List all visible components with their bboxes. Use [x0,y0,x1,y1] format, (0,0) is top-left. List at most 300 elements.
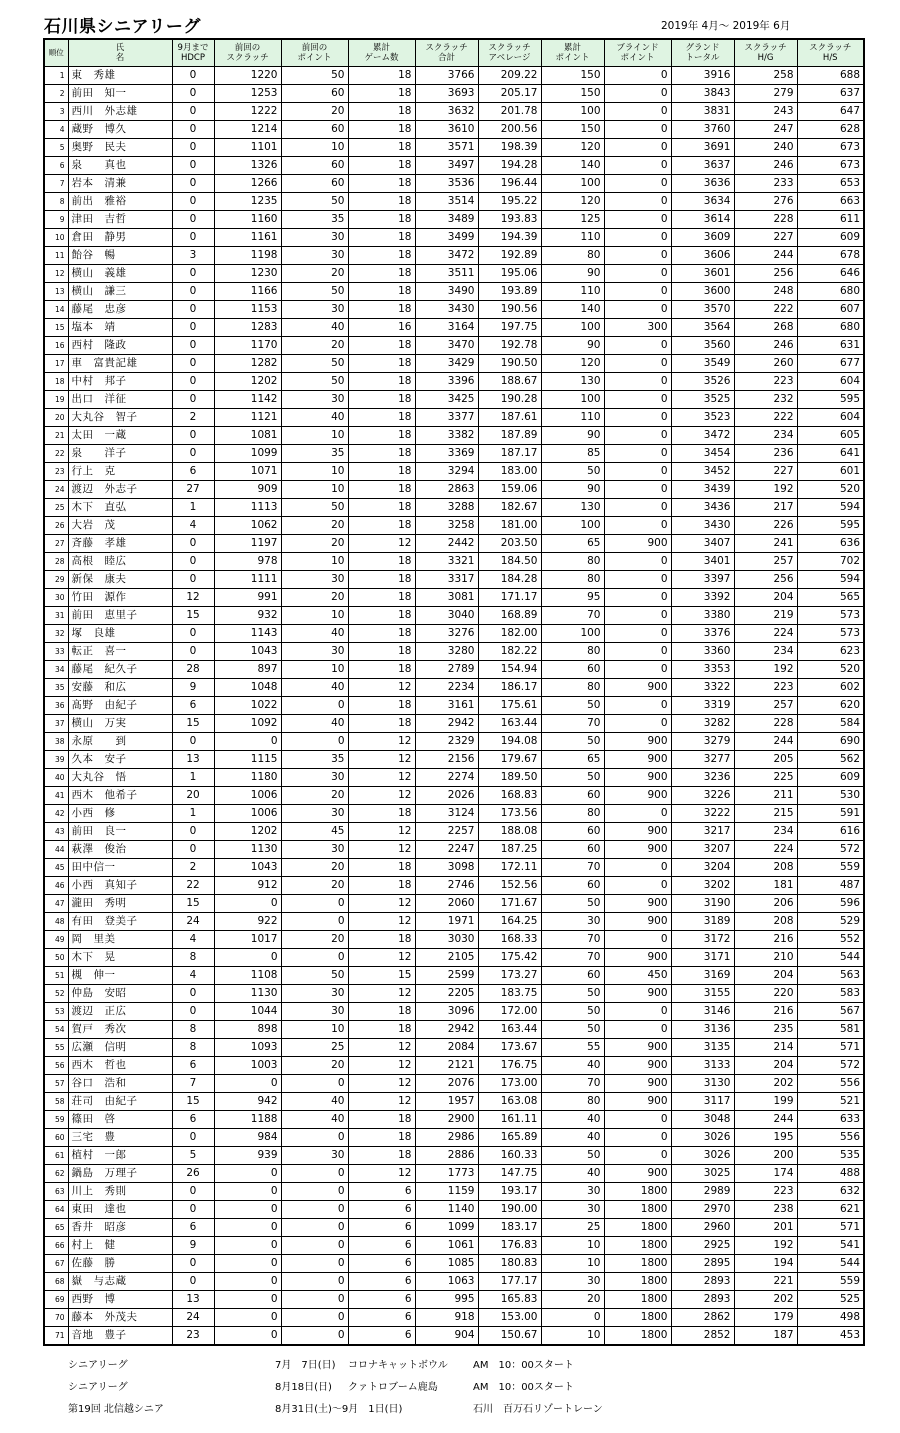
value-cell: 176.83 [478,1237,541,1255]
rank-cell: 46 [44,877,68,895]
value-cell: 620 [797,697,864,715]
value-cell: 2329 [415,733,478,751]
value-cell: 241 [734,535,797,553]
value-cell: 3549 [671,355,734,373]
value-cell: 1800 [604,1273,671,1291]
value-cell: 18 [348,859,415,877]
value-cell: 6 [172,1111,214,1129]
value-cell: 40 [281,319,348,337]
table-row [44,229,864,247]
value-cell: 187.61 [478,409,541,427]
value-cell: 12 [348,1039,415,1057]
value-cell: 673 [797,139,864,157]
value-cell: 2 [172,409,214,427]
value-cell: 601 [797,463,864,481]
value-cell: 0 [172,283,214,301]
value-cell: 678 [797,247,864,265]
value-cell: 190.00 [478,1201,541,1219]
value-cell: 0 [604,85,671,103]
value-cell: 202 [734,1291,797,1309]
table-body [44,67,864,1346]
value-cell: 1006 [214,787,281,805]
value-cell: 10 [281,607,348,625]
value-cell: 520 [797,481,864,499]
rank-cell: 27 [44,535,68,553]
rank-cell: 68 [44,1273,68,1291]
value-cell: 1773 [415,1165,478,1183]
value-cell: 181.00 [478,517,541,535]
value-cell: 3081 [415,589,478,607]
value-cell: 187.25 [478,841,541,859]
value-cell: 18 [348,1147,415,1165]
value-cell: 1099 [415,1219,478,1237]
value-cell: 50 [281,499,348,517]
value-cell: 0 [604,103,671,121]
value-cell: 0 [214,1201,281,1219]
value-cell: 20 [541,1291,604,1309]
value-cell: 70 [541,607,604,625]
value-cell: 900 [604,949,671,967]
value-cell: 30 [281,247,348,265]
value-cell: 18 [348,121,415,139]
value-cell: 3236 [671,769,734,787]
value-cell: 201.78 [478,103,541,121]
value-cell: 0 [604,1003,671,1021]
value-cell: 205.17 [478,85,541,103]
value-cell: 268 [734,319,797,337]
value-cell: 0 [172,733,214,751]
table-row [44,931,864,949]
table-row [44,841,864,859]
value-cell: 50 [281,967,348,985]
value-cell: 276 [734,193,797,211]
value-cell: 942 [214,1093,281,1111]
value-cell: 200 [734,1147,797,1165]
value-cell: 900 [604,913,671,931]
value-cell: 0 [172,445,214,463]
value-cell: 1220 [214,67,281,85]
value-cell: 0 [172,319,214,337]
value-cell: 900 [604,1093,671,1111]
value-cell: 171.17 [478,589,541,607]
value-cell: 183.17 [478,1219,541,1237]
value-cell: 1071 [214,463,281,481]
value-cell: 18 [348,877,415,895]
value-cell: 604 [797,409,864,427]
value-cell: 24 [172,1309,214,1327]
value-cell: 3514 [415,193,478,211]
value-cell: 6 [348,1183,415,1201]
value-cell: 60 [281,157,348,175]
value-cell: 208 [734,859,797,877]
value-cell: 12 [348,1075,415,1093]
value-cell: 3098 [415,859,478,877]
value-cell: 3161 [415,697,478,715]
value-cell: 140 [541,157,604,175]
table-row [44,679,864,697]
value-cell: 1003 [214,1057,281,1075]
value-cell: 15 [172,1093,214,1111]
column-header: 順位 [44,39,68,67]
value-cell: 3353 [671,661,734,679]
value-cell: 0 [172,823,214,841]
value-cell: 40 [281,409,348,427]
value-cell: 7 [172,1075,214,1093]
value-cell: 12 [348,751,415,769]
value-cell: 3130 [671,1075,734,1093]
value-cell: 10 [281,481,348,499]
value-cell: 562 [797,751,864,769]
value-cell: 0 [172,1003,214,1021]
value-cell: 182.67 [478,499,541,517]
value-cell: 0 [604,229,671,247]
table-row [44,1093,864,1111]
value-cell: 35 [281,211,348,229]
value-cell: 3397 [671,571,734,589]
value-cell: 240 [734,139,797,157]
value-cell: 224 [734,625,797,643]
value-cell: 256 [734,571,797,589]
value-cell: 23 [172,1327,214,1346]
value-cell: 197.75 [478,319,541,337]
value-cell: 0 [281,1165,348,1183]
value-cell: 3026 [671,1129,734,1147]
value-cell: 609 [797,229,864,247]
value-cell: 611 [797,211,864,229]
column-header: 氏 名 [68,39,172,67]
value-cell: 487 [797,877,864,895]
value-cell: 161.11 [478,1111,541,1129]
value-cell: 1081 [214,427,281,445]
value-cell: 8 [172,1021,214,1039]
table-row [44,319,864,337]
table-row [44,301,864,319]
value-cell: 932 [214,607,281,625]
rank-cell: 6 [44,157,68,175]
value-cell: 0 [604,1021,671,1039]
value-cell: 30 [281,229,348,247]
value-cell: 3279 [671,733,734,751]
name-cell: 奥野 民夫 [68,139,172,157]
value-cell: 0 [604,409,671,427]
value-cell: 60 [541,787,604,805]
value-cell: 168.33 [478,931,541,949]
value-cell: 900 [604,985,671,1003]
name-cell: 泉 洋子 [68,445,172,463]
table-row [44,769,864,787]
value-cell: 183.00 [478,463,541,481]
value-cell: 3030 [415,931,478,949]
value-cell: 3226 [671,787,734,805]
page-title: 石川県シニアリーグ [44,17,201,37]
value-cell: 163.44 [478,1021,541,1039]
value-cell: 12 [348,949,415,967]
value-cell: 0 [172,265,214,283]
rank-cell: 45 [44,859,68,877]
value-cell: 201 [734,1219,797,1237]
table-row [44,67,864,85]
table-row [44,553,864,571]
name-cell: 西木 他希子 [68,787,172,805]
value-cell: 30 [281,985,348,1003]
value-cell: 2852 [671,1327,734,1346]
value-cell: 0 [172,643,214,661]
value-cell: 1062 [214,517,281,535]
value-cell: 0 [172,175,214,193]
value-cell: 18 [348,409,415,427]
value-cell: 2986 [415,1129,478,1147]
value-cell: 18 [348,301,415,319]
column-header: 累計 ゲーム数 [348,39,415,67]
value-cell: 20 [281,103,348,121]
value-cell: 3490 [415,283,478,301]
value-cell: 1140 [415,1201,478,1219]
value-cell: 646 [797,265,864,283]
value-cell: 226 [734,517,797,535]
table-row [44,481,864,499]
value-cell: 559 [797,1273,864,1291]
rank-cell: 39 [44,751,68,769]
value-cell: 222 [734,409,797,427]
value-cell: 2960 [671,1219,734,1237]
rank-cell: 9 [44,211,68,229]
name-cell: 三宅 豊 [68,1129,172,1147]
value-cell: 200.56 [478,121,541,139]
value-cell: 1 [172,805,214,823]
value-cell: 0 [604,373,671,391]
value-cell: 90 [541,481,604,499]
value-cell: 3396 [415,373,478,391]
rank-cell: 49 [44,931,68,949]
value-cell: 571 [797,1039,864,1057]
rank-cell: 64 [44,1201,68,1219]
value-cell: 602 [797,679,864,697]
value-cell: 18 [348,571,415,589]
value-cell: 3288 [415,499,478,517]
rank-cell: 13 [44,283,68,301]
value-cell: 60 [281,121,348,139]
value-cell: 1044 [214,1003,281,1021]
value-cell: 3691 [671,139,734,157]
value-cell: 206 [734,895,797,913]
value-cell: 0 [172,373,214,391]
value-cell: 0 [172,1273,214,1291]
value-cell: 211 [734,787,797,805]
table-row [44,697,864,715]
value-cell: 18 [348,517,415,535]
value-cell: 80 [541,1093,604,1111]
table-row [44,967,864,985]
table-row [44,427,864,445]
value-cell: 1111 [214,571,281,589]
value-cell: 3470 [415,337,478,355]
rank-cell: 4 [44,121,68,139]
value-cell: 186.17 [478,679,541,697]
value-cell: 0 [604,355,671,373]
name-cell: 塩本 靖 [68,319,172,337]
value-cell: 196.44 [478,175,541,193]
value-cell: 18 [348,607,415,625]
value-cell: 3610 [415,121,478,139]
value-cell: 1085 [415,1255,478,1273]
value-cell: 209.22 [478,67,541,85]
value-cell: 150 [541,67,604,85]
value-cell: 1266 [214,175,281,193]
name-cell: 安藤 和広 [68,679,172,697]
value-cell: 3124 [415,805,478,823]
name-cell: 植村 一郎 [68,1147,172,1165]
value-cell: 228 [734,211,797,229]
value-cell: 18 [348,625,415,643]
value-cell: 1 [172,499,214,517]
value-cell: 55 [541,1039,604,1057]
value-cell: 1113 [214,499,281,517]
value-cell: 10 [281,661,348,679]
value-cell: 2900 [415,1111,478,1129]
rank-cell: 28 [44,553,68,571]
value-cell: 688 [797,67,864,85]
value-cell: 30 [281,769,348,787]
name-cell: 新保 康夫 [68,571,172,589]
value-cell: 30 [541,1183,604,1201]
table-header-row [44,39,864,67]
rank-cell: 2 [44,85,68,103]
value-cell: 85 [541,445,604,463]
value-cell: 0 [604,607,671,625]
table-row [44,751,864,769]
value-cell: 10 [281,1021,348,1039]
value-cell: 559 [797,859,864,877]
value-cell: 0 [281,733,348,751]
value-cell: 3760 [671,121,734,139]
value-cell: 900 [604,535,671,553]
value-cell: 28 [172,661,214,679]
value-cell: 3164 [415,319,478,337]
value-cell: 3601 [671,265,734,283]
value-cell: 12 [348,913,415,931]
value-cell: 3322 [671,679,734,697]
value-cell: 2084 [415,1039,478,1057]
value-cell: 1093 [214,1039,281,1057]
value-cell: 0 [604,247,671,265]
value-cell: 520 [797,661,864,679]
rank-cell: 66 [44,1237,68,1255]
value-cell: 2274 [415,769,478,787]
table-row [44,121,864,139]
value-cell: 18 [348,283,415,301]
value-cell: 3096 [415,1003,478,1021]
rank-cell: 30 [44,589,68,607]
name-cell: 田中信一 [68,859,172,877]
value-cell: 18 [348,1021,415,1039]
value-cell: 223 [734,1183,797,1201]
rank-cell: 15 [44,319,68,337]
value-cell: 60 [541,967,604,985]
value-cell: 1160 [214,211,281,229]
value-cell: 235 [734,1021,797,1039]
value-cell: 257 [734,697,797,715]
rank-cell: 22 [44,445,68,463]
value-cell: 244 [734,1111,797,1129]
value-cell: 153.00 [478,1309,541,1327]
value-cell: 217 [734,499,797,517]
value-cell: 673 [797,157,864,175]
value-cell: 939 [214,1147,281,1165]
value-cell: 248 [734,283,797,301]
schedule-date: 7月 7日(日) [275,1360,336,1371]
column-header: 前回の ポイント [281,39,348,67]
value-cell: 40 [541,1165,604,1183]
name-cell: 飴谷 暢 [68,247,172,265]
name-cell: 荘司 由紀子 [68,1093,172,1111]
value-cell: 0 [172,121,214,139]
value-cell: 1130 [214,841,281,859]
value-cell: 224 [734,841,797,859]
value-cell: 1022 [214,697,281,715]
value-cell: 45 [281,823,348,841]
value-cell: 110 [541,283,604,301]
value-cell: 0 [604,571,671,589]
value-cell: 18 [348,805,415,823]
value-cell: 2942 [415,1021,478,1039]
value-cell: 0 [214,1273,281,1291]
name-cell: 行上 克 [68,463,172,481]
value-cell: 120 [541,193,604,211]
value-cell: 205 [734,751,797,769]
schedule-label: 第19回 北信越シニア [68,1404,164,1415]
value-cell: 40 [281,715,348,733]
value-cell: 192.78 [478,337,541,355]
value-cell: 12 [348,823,415,841]
value-cell: 193.17 [478,1183,541,1201]
value-cell: 3526 [671,373,734,391]
value-cell: 3207 [671,841,734,859]
table-row [44,499,864,517]
value-cell: 130 [541,373,604,391]
value-cell: 0 [604,499,671,517]
rank-cell: 43 [44,823,68,841]
rank-cell: 56 [44,1057,68,1075]
value-cell: 995 [415,1291,478,1309]
value-cell: 40 [281,679,348,697]
value-cell: 208 [734,913,797,931]
value-cell: 1800 [604,1201,671,1219]
value-cell: 3172 [671,931,734,949]
value-cell: 180.83 [478,1255,541,1273]
table-row [44,985,864,1003]
value-cell: 0 [604,589,671,607]
value-cell: 900 [604,679,671,697]
value-cell: 1800 [604,1309,671,1327]
name-cell: 渡辺 正広 [68,1003,172,1021]
value-cell: 680 [797,319,864,337]
value-cell: 1800 [604,1237,671,1255]
value-cell: 663 [797,193,864,211]
value-cell: 633 [797,1111,864,1129]
value-cell: 3276 [415,625,478,643]
value-cell: 110 [541,229,604,247]
table-row [44,157,864,175]
name-cell: 前田 知一 [68,85,172,103]
value-cell: 50 [541,1147,604,1165]
value-cell: 3190 [671,895,734,913]
value-cell: 100 [541,625,604,643]
rank-cell: 40 [44,769,68,787]
value-cell: 0 [281,1291,348,1309]
value-cell: 3171 [671,949,734,967]
value-cell: 173.67 [478,1039,541,1057]
value-cell: 18 [348,1111,415,1129]
